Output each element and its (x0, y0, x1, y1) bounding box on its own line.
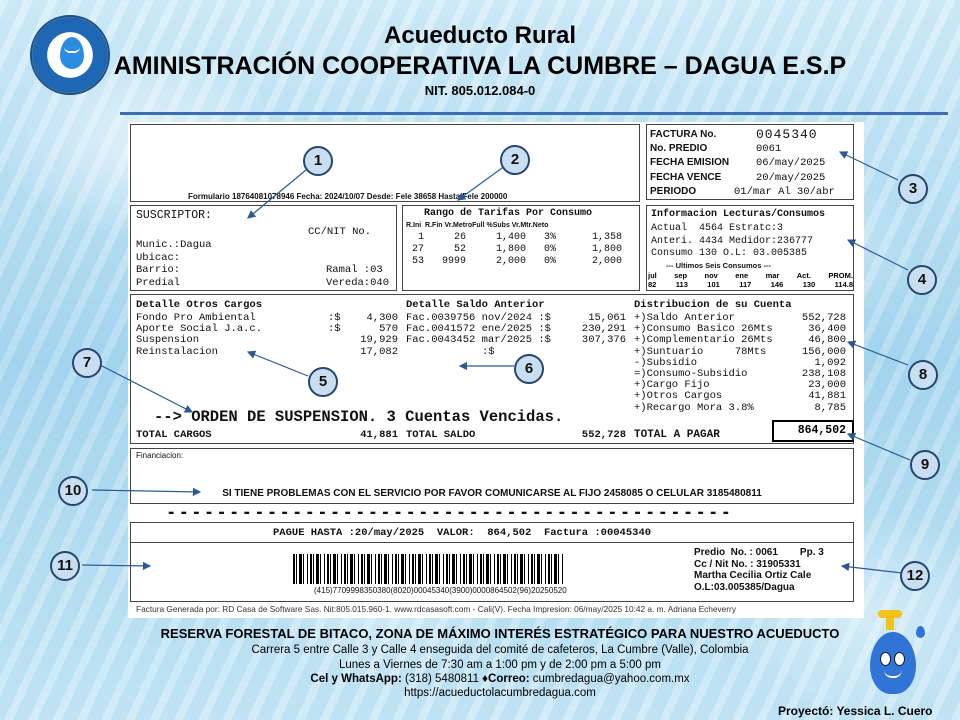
service-contact-notice: SI TIENE PROBLEMAS CON EL SERVICIO POR FAVOR COMUNICARSE AL FIJO 2458085 O CELULAR 3185480811 (222, 488, 762, 499)
suscriptor-title: SUSCRIPTOR: (136, 209, 212, 222)
lecturas-lines: Actual 4564 Estratc:3 Anteri. 4434 Medidor:236777 Consumo 130 O.L: 03.005385 (651, 223, 814, 259)
ccnit-label: CC/NIT No. (308, 226, 372, 238)
footer-web: https://acueductolacumbredagua.com (404, 687, 596, 699)
otros-cargos-signs: :$ :$ (328, 312, 341, 336)
consumo-months: jul sep nov ene mar Act. PROM. (648, 271, 853, 280)
predio-info: Predio No. : 0061 Pp. 3 Cc / Nit No. : 31905331 Martha Cecilia Ortiz Cale O.L:03.005385/Dagua (694, 547, 824, 593)
marker-12: 12 (900, 561, 930, 591)
marker-10: 10 (58, 476, 88, 506)
total-cargos-value: 41,881 (360, 429, 398, 441)
marker-7: 7 (72, 348, 102, 378)
tarifas-rows: 1 26 1,400 3% 1,358 27 52 1,800 0% 1,800 53 9999 2,000 0% 2,000 (412, 232, 623, 267)
cut-line: - - - - - - - - - - - - - - - - - - - - - - - - - - - - - - - - - - - - - - - - - - - - - (168, 502, 730, 523)
barcode-text: (415)7709998350380(8020)00045340(3900)0000864502(96)20250520 (314, 586, 567, 595)
header-organization: AMINISTRACIÓN COOPERATIVA LA CUMBRE – DAGUA E.S.P (113, 52, 847, 80)
footer-direccion: Carrera 5 entre Calle 3 y Calle 4 enseguida del comité de cafeteros, La Cumbre (Valle), Colombia (251, 644, 749, 656)
marker-9: 9 (910, 450, 940, 480)
generada-por: Factura Generada por: RD Casa de Software Sas. Nit:805.015.960-1. www.rdcasasoft.com - Cali(V). Fecha Impresion: 06/may/2025 10:42 a. m. Adriana Echeverry (136, 604, 736, 614)
distribucion-title: Distribucion de su Cuenta (634, 299, 792, 311)
marker-5: 5 (308, 367, 338, 397)
water-drop-mascot (862, 610, 932, 696)
distribucion-values: 552,728 36,400 46,800 156,000 1,092 238,108 23,000 41,881 8,785 (801, 312, 846, 414)
header-nit: NIT. 805.012.084-0 (424, 83, 536, 98)
otros-cargos-labels: Fondo Pro Ambiental Aporte Social J.a.c. Suspension Reinstalacion (136, 312, 263, 358)
header-title: Acueducto Rural (383, 22, 577, 49)
distribucion-labels: +)Saldo Anterior +)Consumo Basico 26Mts +)Complementario 26Mts +)Suntuario 78Mts -)Subsidio =)Consumo-Subsidio +)Cargo Fijo +)Otros Cargos +)Recargo Mora 3.8% (634, 312, 773, 414)
pague-hasta: PAGUE HASTA :20/may/2025 VALOR: 864,502 Factura :00045340 (273, 527, 652, 539)
footer-reserva: RESERVA FORESTAL DE BITACO, ZONA DE MÁXIMO INTERÉS ESTRATÉGICO PARA NUESTRO ACUEDUCTO (160, 626, 840, 641)
marker-3: 3 (898, 174, 928, 204)
footer-horario: Lunes a Viernes de 7:30 am a 1:00 pm y de 2:00 pm a 5:00 pm (339, 659, 661, 671)
otros-cargos-title: Detalle Otros Cargos (136, 299, 263, 311)
tarifas-title: Rango de Tarifas Por Consumo (424, 208, 593, 219)
suscriptor-details: Munic.:Dagua Ubicac: Barrio: Predial (136, 239, 212, 289)
saldo-anterior-title: Detalle Saldo Anterior (406, 299, 545, 311)
total-pagar-label: TOTAL A PAGAR (634, 429, 720, 441)
suscriptor-ramal: Ramal :03 Vereda:040 (326, 264, 390, 289)
consumo-values: 82 113 101 117 146 130 114.8 (648, 280, 853, 289)
marker-11: 11 (50, 551, 80, 581)
saldo-anterior-labels: Fac.0039756 nov/2024 :$ Fac.0041572 ene/2025 :$ Fac.0043452 mar/2025 :$ :$ (406, 312, 551, 358)
tarifas-headers: R.Ini R.Fin Vr.MetroFull %Subs Vr.Mtr.Neto (406, 222, 549, 229)
footer-proyecto: Proyectó: Yessica L. Cuero (778, 704, 933, 718)
formulario-text: Formulario 18764081078946 Fecha: 2024/10/07 Desde: Fele 38658 Hasta Fele 200000 (188, 192, 508, 201)
saldo-anterior-values: 15,061 230,291 307,376 (581, 312, 626, 347)
factura-labels: FACTURA No. No. PREDIO FECHA EMISION FECHA VENCE PERIODO (650, 129, 730, 197)
marker-1: 1 (303, 146, 333, 176)
total-saldo-value: 552,728 (581, 429, 626, 441)
financiacion-label: Financiacion: (136, 451, 184, 460)
invoice-number: 0045340 (756, 127, 818, 142)
total-saldo-label: TOTAL SALDO (406, 429, 476, 441)
marker-8: 8 (908, 360, 938, 390)
otros-cargos-values: 4,300 570 19,929 17,082 (360, 312, 398, 358)
total-cargos-label: TOTAL CARGOS (136, 429, 212, 441)
ultimos-consumos-title: --- Ultimos Seis Consumos --- (666, 261, 772, 270)
suspension-notice: --> ORDEN DE SUSPENSION. 3 Cuentas Vencidas. (154, 408, 564, 426)
marker-6: 6 (514, 354, 544, 384)
marker-2: 2 (500, 145, 530, 175)
total-pagar-value: 864,502 (772, 420, 854, 442)
footer-contacto: Cel y WhatsApp: (318) 5480811 ♦Correo: cumbredagua@yahoo.com.mx (310, 673, 690, 685)
marker-4: 4 (907, 265, 937, 295)
lecturas-title: Informacion Lecturas/Consumos (651, 209, 826, 220)
factura-values: 0045340 0061 06/may/2025 20/may/2025 01/mar Al 30/abr (734, 127, 835, 198)
